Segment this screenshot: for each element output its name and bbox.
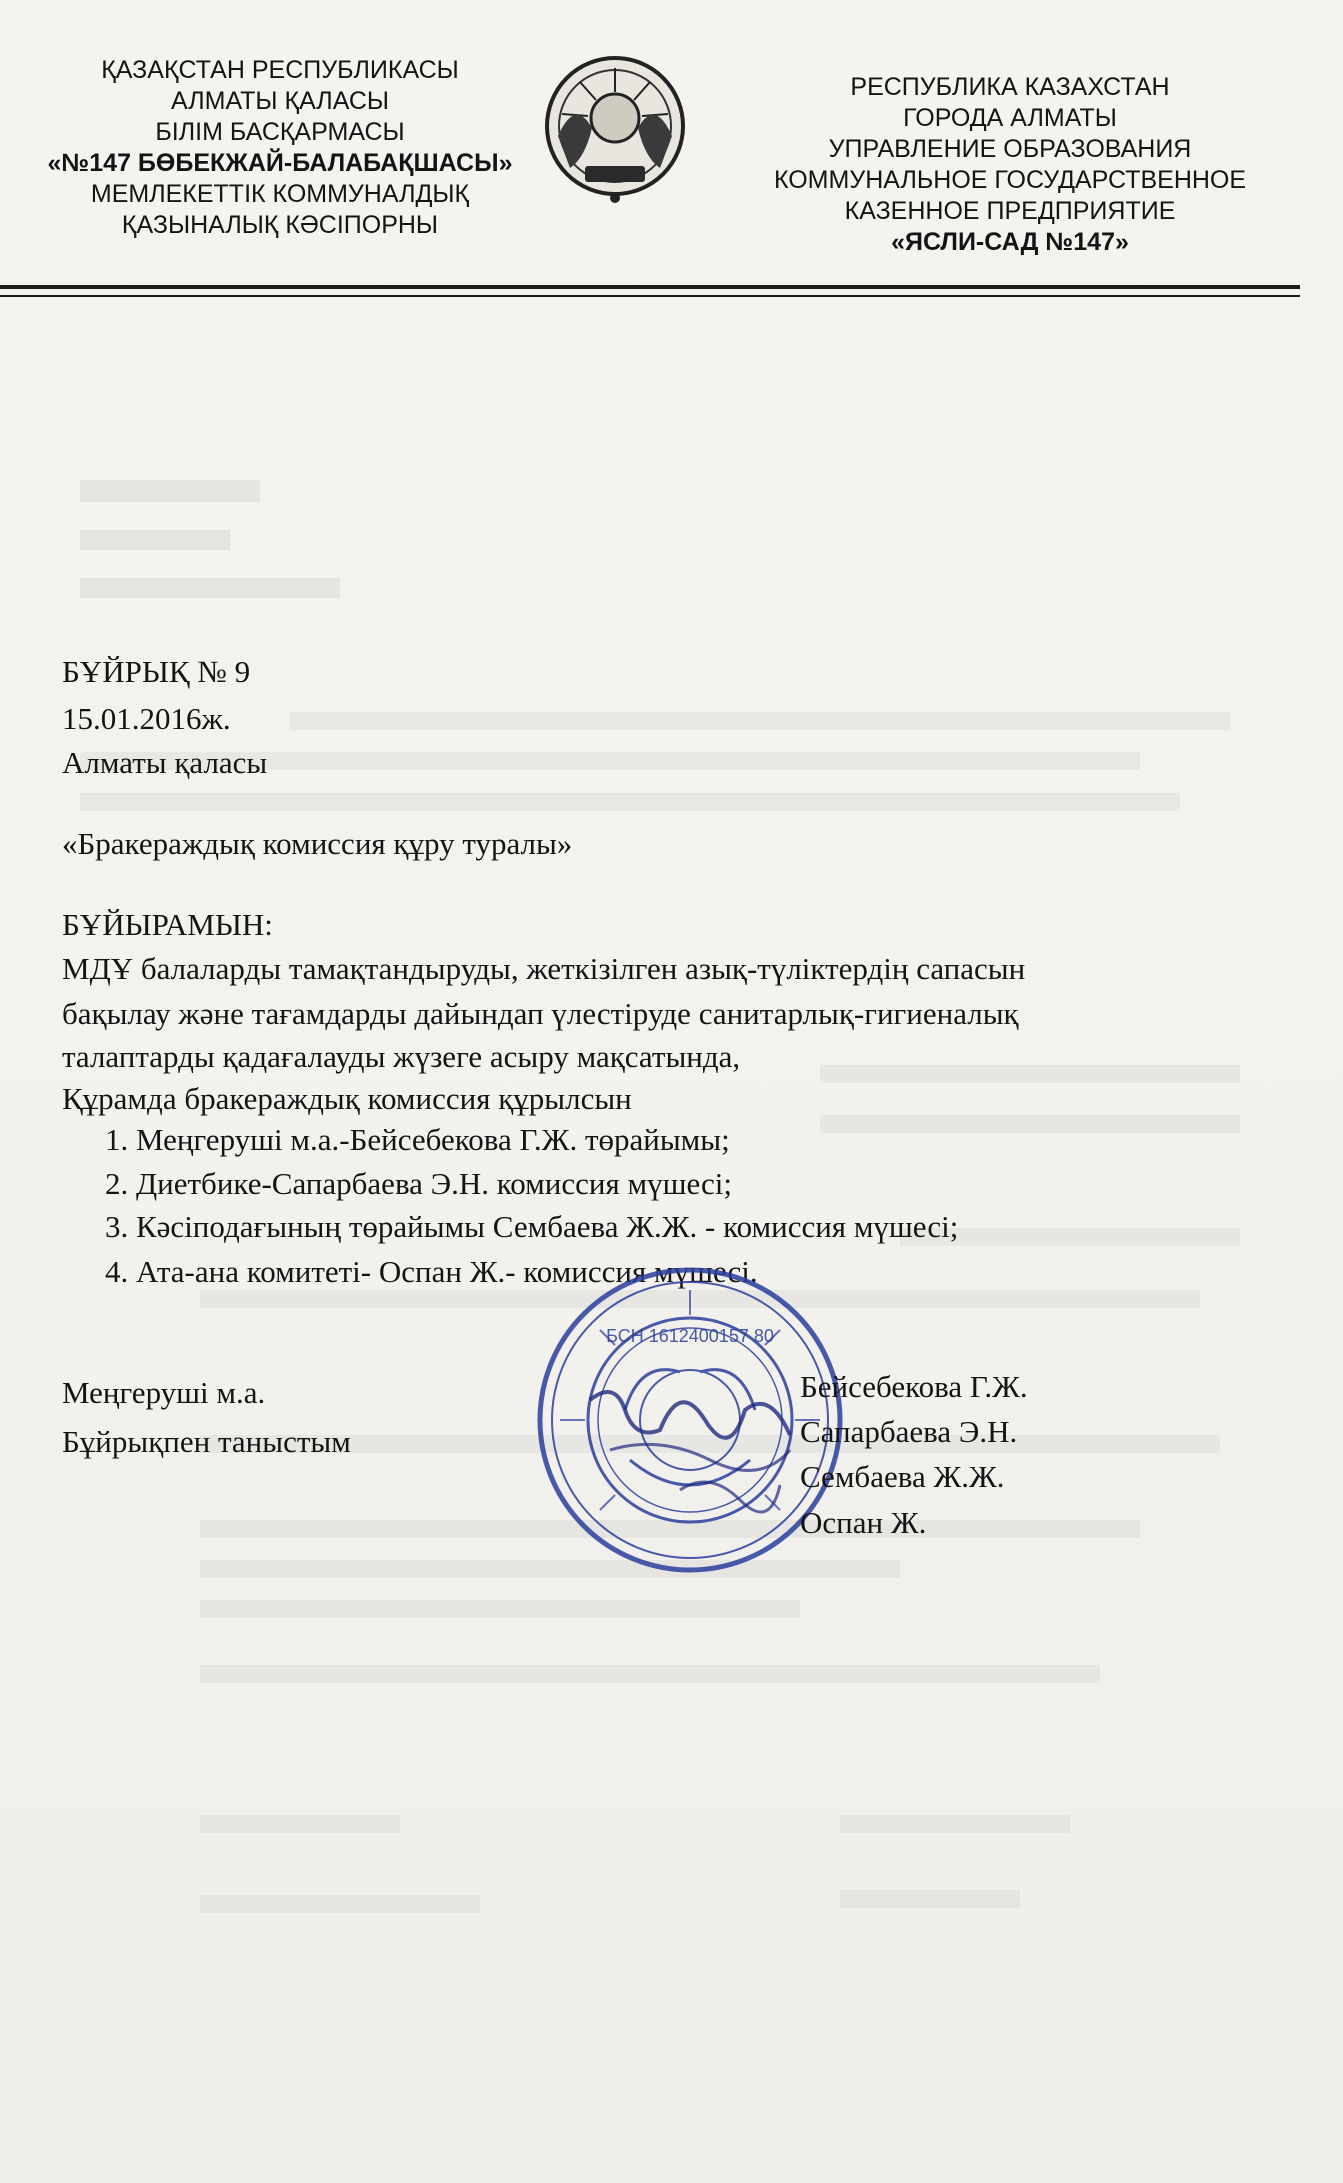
header-right-line6: «ЯСЛИ-САД №147»	[891, 228, 1129, 256]
header-right-line5: КАЗЕННОЕ ПРЕДПРИЯТИЕ	[844, 197, 1176, 225]
list-item: 1. Меңгеруші м.а.-Бейсебекова Г.Ж. төрайымы;	[105, 1122, 730, 1157]
header-right-line1: РЕСПУБЛИКА КАЗАХСТАН	[850, 73, 1170, 101]
header-right-line2: ГОРОДА АЛМАТЫ	[903, 104, 1117, 132]
list-item: 3. Кәсіподағының төрайымы Сембаева Ж.Ж. - комиссия мүшесі;	[105, 1209, 959, 1244]
signature-name-3: Сембаева Ж.Ж.	[800, 1459, 1005, 1494]
header-right-russian	[730, 72, 1290, 258]
order-city: Алматы қаласы	[62, 745, 268, 780]
order-body-line2: бақылау және тағамдарды дайындап үлестіруде санитарлық-гигиеналық	[62, 996, 1019, 1031]
signature-head-label: Меңгеруші м.а.	[62, 1375, 266, 1410]
header-right-line4: КОММУНАЛЬНОЕ ГОСУДАРСТВЕННОЕ	[773, 166, 1247, 194]
signature-name-4: Оспан Ж.	[800, 1505, 927, 1540]
order-command: БҰЙЫРАМЫН:	[62, 907, 273, 942]
order-number: БҰЙРЫҚ № 9	[62, 654, 251, 689]
list-item: 4. Ата-ана комитеті- Оспан Ж.- комиссия мүшесі.	[105, 1254, 758, 1289]
header-left-line1: ҚАЗАҚСТАН РЕСПУБЛИКАСЫ	[101, 56, 459, 84]
header-divider-thin	[0, 295, 1300, 297]
order-body-line4: Құрамда бракераждық комиссия құрылсын	[62, 1081, 632, 1116]
header-left-line5: МЕМЛЕКЕТТІК КОММУНАЛДЫҚ	[90, 180, 470, 208]
stamp-bin-text: БСН 1612400157 80	[606, 1326, 774, 1346]
header-divider-thick	[0, 285, 1300, 289]
header-left-line4: «№147 БӨБЕКЖАЙ-БАЛАБАҚШАСЫ»	[47, 149, 513, 177]
header-left-line6: ҚАЗЫНАЛЫҚ КӘСІПОРНЫ	[121, 211, 439, 239]
header-left-line3: БІЛІМ БАСҚАРМАСЫ	[155, 118, 405, 146]
state-emblem-icon	[540, 48, 690, 208]
signature-name-1: Бейсебекова Г.Ж.	[800, 1369, 1028, 1404]
header-right-line3: УПРАВЛЕНИЕ ОБРАЗОВАНИЯ	[828, 135, 1192, 163]
order-body-line1: МДҰ балаларды тамақтандыруды, жеткізілген азық-түліктердің сапасын	[62, 951, 1026, 986]
list-item: 2. Диетбике-Сапарбаева Э.Н. комиссия мүшесі;	[105, 1166, 733, 1201]
header-left-kazakh	[20, 55, 540, 241]
signature-acquainted-label: Бұйрықпен таныстым	[62, 1424, 351, 1459]
order-body-line3: талаптарды қадағалауды жүзеге асыру мақсатында,	[62, 1039, 741, 1074]
order-subject: «Бракераждық комиссия құру туралы»	[62, 826, 573, 861]
signature-name-2: Сапарбаева Э.Н.	[800, 1414, 1018, 1449]
header-left-line2: АЛМАТЫ ҚАЛАСЫ	[170, 87, 390, 115]
order-date: 15.01.2016ж.	[62, 701, 231, 736]
